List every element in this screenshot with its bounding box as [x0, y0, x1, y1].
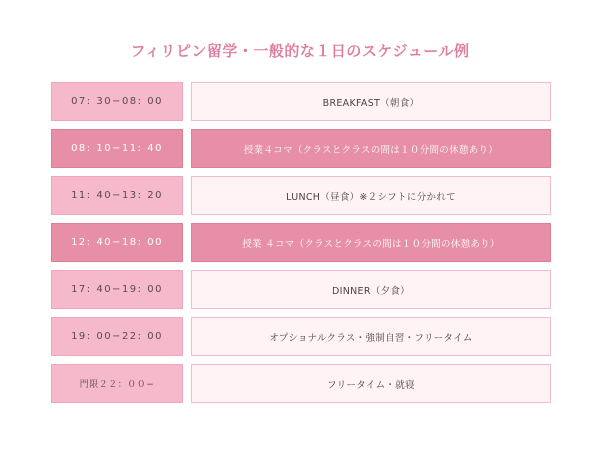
schedule-time: 11: 40−13: 20	[51, 176, 183, 215]
schedule-activity: 授業 ４コマ（クラスとクラスの間は１０分間の休憩あり）	[191, 223, 551, 262]
schedule-time: 12: 40−18: 00	[51, 223, 183, 262]
schedule-table	[51, 82, 551, 411]
schedule-row	[51, 317, 551, 356]
schedule-time: 19: 00−22: 00	[51, 317, 183, 356]
schedule-time: 08: 10−11: 40	[51, 129, 183, 168]
schedule-row	[51, 176, 551, 215]
schedule-time: 07: 30−08: 00	[51, 82, 183, 121]
schedule-row	[51, 129, 551, 168]
schedule-activity: フリータイム・就寝	[191, 364, 551, 403]
schedule-activity: 授業４コマ（クラスとクラスの間は１０分間の休憩あり）	[191, 129, 551, 168]
schedule-row	[51, 270, 551, 309]
schedule-row	[51, 82, 551, 121]
schedule-activity: BREAKFAST（朝食）	[191, 82, 551, 121]
schedule-row	[51, 223, 551, 262]
schedule-time: 17: 40−19: 00	[51, 270, 183, 309]
schedule-activity: LUNCH（昼食）※２シフトに分かれて	[191, 176, 551, 215]
page-title: フィリピン留学・一般的な１日のスケジュール例	[130, 42, 470, 60]
schedule-activity: DINNER（夕食）	[191, 270, 551, 309]
schedule-row	[51, 364, 551, 403]
schedule-time: 門限２２：００−	[51, 364, 183, 403]
schedule-activity: オプショナルクラス・強制自習・フリータイム	[191, 317, 551, 356]
